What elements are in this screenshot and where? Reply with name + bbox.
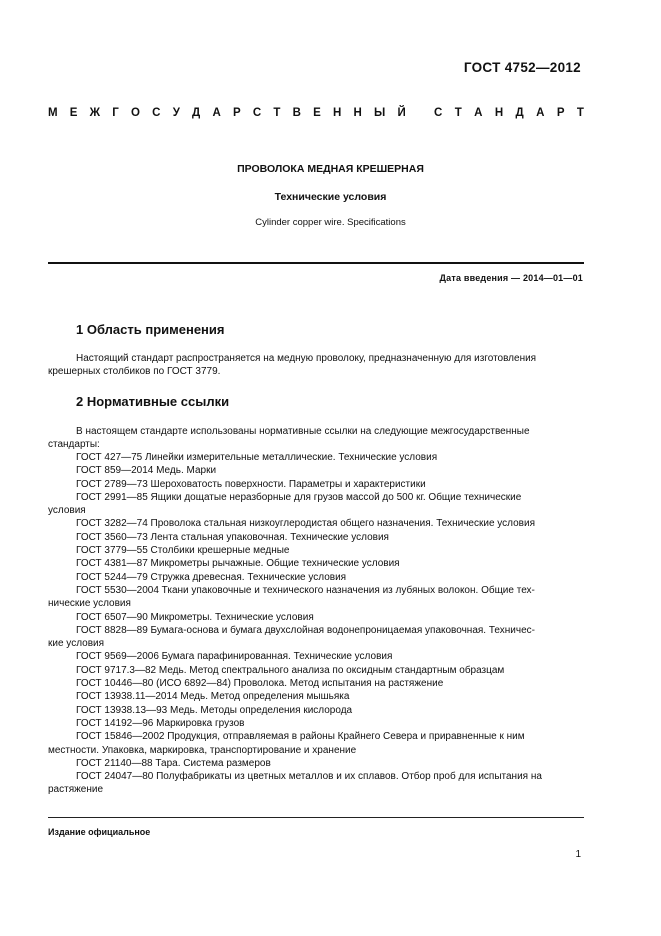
interstate-word-1 [48,107,406,119]
footer-divider [48,817,584,818]
reference-item [48,677,584,690]
reference-item [48,770,584,797]
section-2-intro [48,425,584,452]
banner-letter: Н [353,107,362,119]
banner-letter: А [536,107,545,119]
page-number: 1 [575,849,581,860]
reference-text: ГОСТ 427—75 Линейки измерительные металлические. Технические условия [76,452,438,463]
reference-item [48,730,584,757]
reference-text: ГОСТ 21140—88 Тара. Система размеров [76,757,271,769]
paragraph-line: стандарты: [48,439,100,451]
gost-number: ГОСТ 4752—2012 [463,60,581,75]
paragraph-line: крешерных столбиков по ГОСТ 3779. [48,366,221,378]
interstate-word-2 [434,107,584,119]
reference-item [48,584,584,611]
reference-text-continuation: условия [48,505,86,517]
banner-letter: У [172,107,180,119]
banner-letter: Р [232,107,241,119]
reference-text-continuation: растяжение [48,784,104,796]
banner-letter: С [252,107,262,119]
banner-letter: О [131,107,140,119]
section-1-heading: 1 Область применения [76,322,225,337]
paragraph-line: Настоящий стандарт распространяется на медную проволоку, предназначенную для изготовления [76,353,537,364]
banner-letter: Д [515,107,524,119]
banner-letter: Н [332,107,342,119]
banner-letter: М [48,107,58,119]
banner-letter: А [474,107,483,119]
banner-letter: Д [192,107,201,119]
reference-text: ГОСТ 3779—55 Столбики крешерные медные [76,545,290,557]
reference-item [48,557,584,570]
reference-text: ГОСТ 3560—73 Лента стальная упаковочная. Технические условия [76,531,389,543]
reference-text: ГОСТ 4381—87 Микрометры рычажные. Общие технические условия [76,558,400,570]
banner-letter: Г [112,107,119,119]
banner-letter: А [212,107,221,119]
banner-letter: С [434,107,443,119]
header-divider [48,262,584,264]
reference-text: ГОСТ 5530—2004 Ткани упаковочные и технического назначения из лубяных волокон. Общие тех- [76,584,535,596]
reference-text: ГОСТ 2991—85 Ящики дощатые неразборные для грузов массой до 500 кг. Общие технические [76,491,522,503]
reference-text: ГОСТ 13938.11—2014 Медь. Метод определения мышьяка [76,691,350,703]
reference-item [48,650,584,663]
reference-item [48,571,584,584]
reference-text: ГОСТ 14192—96 Маркировка грузов [76,717,245,729]
reference-item [48,464,584,477]
banner-letter: Т [576,107,584,119]
reference-text-continuation: нические условия [48,598,131,610]
reference-item [48,478,584,491]
reference-text: ГОСТ 24047—80 Полуфабрикаты из цветных металлов и их сплавов. Отбор проб для испытания на [76,771,542,783]
reference-item [48,717,584,730]
reference-text: ГОСТ 5244—79 Стружка древесная. Технические условия [76,571,347,583]
reference-text: ГОСТ 15846—2002 Продукция, отправляемая в районы Крайнего Севера и приравненные к ним [76,731,525,743]
reference-text: ГОСТ 13938.13—93 Медь. Методы определения кислорода [76,704,353,716]
banner-letter: Р [556,107,565,119]
section-2-heading: 2 Нормативные ссылки [76,394,230,409]
reference-text: ГОСТ 10446—80 (ИСО 6892—84) Проволока. Метод испытания на растяжение [76,678,444,690]
reference-text: ГОСТ 9569—2006 Бумага парафинированная. Технические условия [76,651,393,663]
banner-letter: Й [397,107,406,119]
banner-letter: Ы [374,107,386,119]
document-title: ПРОВОЛОКА МЕДНАЯ КРЕШЕРНАЯ [237,163,424,175]
normative-references-list [48,451,584,797]
reference-text-continuation: кие условия [48,638,105,650]
reference-text: ГОСТ 9717.3—82 Медь. Метод спектрального анализа по оксидным стандартным образцам [76,664,505,676]
document-subtitle: Технические условия [274,191,387,203]
paragraph-line: В настоящем стандарте использованы нормативные ссылки на следующие межгосударственные [76,426,530,437]
banner-letter: Т [454,107,462,119]
official-edition-label: Издание официальное [48,827,151,837]
reference-item [48,451,584,464]
reference-text-continuation: местности. Упаковка, маркировка, транспортирование и хранение [48,744,357,756]
reference-item [48,531,584,544]
reference-item [48,517,584,530]
banner-letter: Н [494,107,504,119]
reference-item [48,624,584,651]
reference-text: ГОСТ 3282—74 Проволока стальная низкоуглеродистая общего назначения. Технические условия [76,518,535,530]
reference-item [48,704,584,717]
banner-letter: Е [313,107,321,119]
reference-item [48,690,584,703]
reference-text: ГОСТ 859—2014 Медь. Марки [76,465,217,477]
banner-letter: С [152,107,161,119]
reference-item [48,664,584,677]
interstate-standard-banner [48,107,584,119]
reference-item [48,611,584,624]
reference-text: ГОСТ 2789—73 Шероховатость поверхности. Параметры и характеристики [76,478,426,490]
banner-letter: Е [69,107,78,119]
document-english-title: Cylinder copper wire. Specifications [255,217,406,228]
introduction-date: Дата введения — 2014—01—01 [439,273,583,283]
reference-item [48,757,584,770]
section-1-paragraph [48,352,584,379]
reference-text: ГОСТ 6507—90 Микрометры. Технические условия [76,611,314,623]
banner-letter: В [292,107,301,119]
reference-text: ГОСТ 8828—89 Бумага-основа и бумага двухслойная водонепроницаемая упаковочная. Техничес- [76,624,535,636]
reference-item [48,491,584,518]
banner-letter: Т [273,107,281,119]
reference-item [48,544,584,557]
banner-letter: Ж [89,107,101,119]
